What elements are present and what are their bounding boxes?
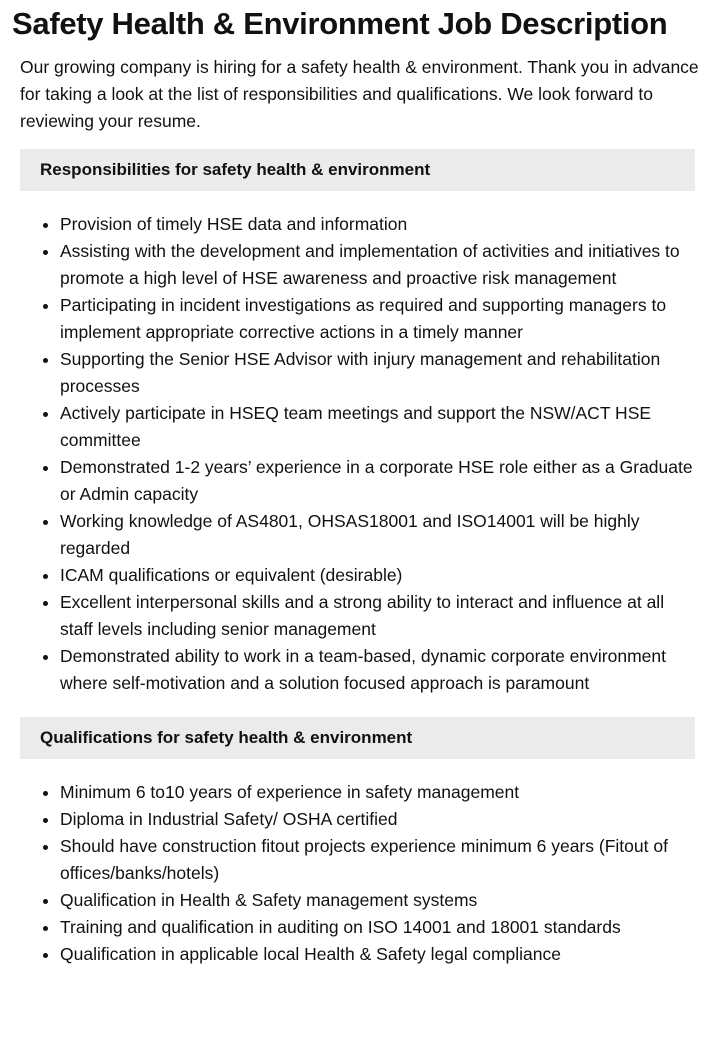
list-item: • Actively participate in HSEQ team meetings and support the NSW/ACT HSE committee: [60, 400, 700, 454]
list-item: • Diploma in Industrial Safety/ OSHA certified: [60, 806, 700, 833]
list-item: • Should have construction fitout projects experience minimum 6 years (Fitout of offices/banks/hotels): [60, 833, 700, 887]
list-item: • ICAM qualifications or equivalent (desirable): [60, 562, 700, 589]
list-item: • Demonstrated ability to work in a team-based, dynamic corporate environment where self-motivation and a solution focused approach is paramount: [60, 643, 700, 697]
list-item: • Working knowledge of AS4801, OHSAS18001 and ISO14001 will be highly regarded: [60, 508, 700, 562]
list-item: • Participating in incident investigations as required and supporting managers to implement appropriate corrective actions in a timely manner: [60, 292, 700, 346]
list-item: • Qualification in Health & Safety management systems: [60, 887, 700, 914]
list-item: • Supporting the Senior HSE Advisor with injury management and rehabilitation processes: [60, 346, 700, 400]
page-title: Safety Health & Environment Job Description: [12, 6, 668, 41]
intro-text: Our growing company is hiring for a safety health & environment. Thank you in advance for taking a look at the list of responsibilities and qualifications. We look forward to reviewing your resume.: [20, 57, 699, 131]
qualifications-list: [0, 779, 700, 968]
responsibilities-heading: Responsibilities for safety health & environment: [20, 149, 695, 191]
list-item: • Training and qualification in auditing on ISO 14001 and 18001 standards: [60, 914, 700, 941]
list-item: • Demonstrated 1-2 years’ experience in a corporate HSE role either as a Graduate or Admin capacity: [60, 454, 700, 508]
list-item: • Qualification in applicable local Health & Safety legal compliance: [60, 941, 700, 968]
list-item: • Minimum 6 to10 years of experience in safety management: [60, 779, 700, 806]
list-item: • Excellent interpersonal skills and a strong ability to interact and influence at all staff levels including senior management: [60, 589, 700, 643]
list-item: • Provision of timely HSE data and information: [60, 211, 700, 238]
list-item: • Assisting with the development and implementation of activities and initiatives to promote a high level of HSE awareness and proactive risk management: [60, 238, 700, 292]
qualifications-heading: Qualifications for safety health & environment: [20, 717, 695, 759]
responsibilities-list: [0, 211, 700, 697]
